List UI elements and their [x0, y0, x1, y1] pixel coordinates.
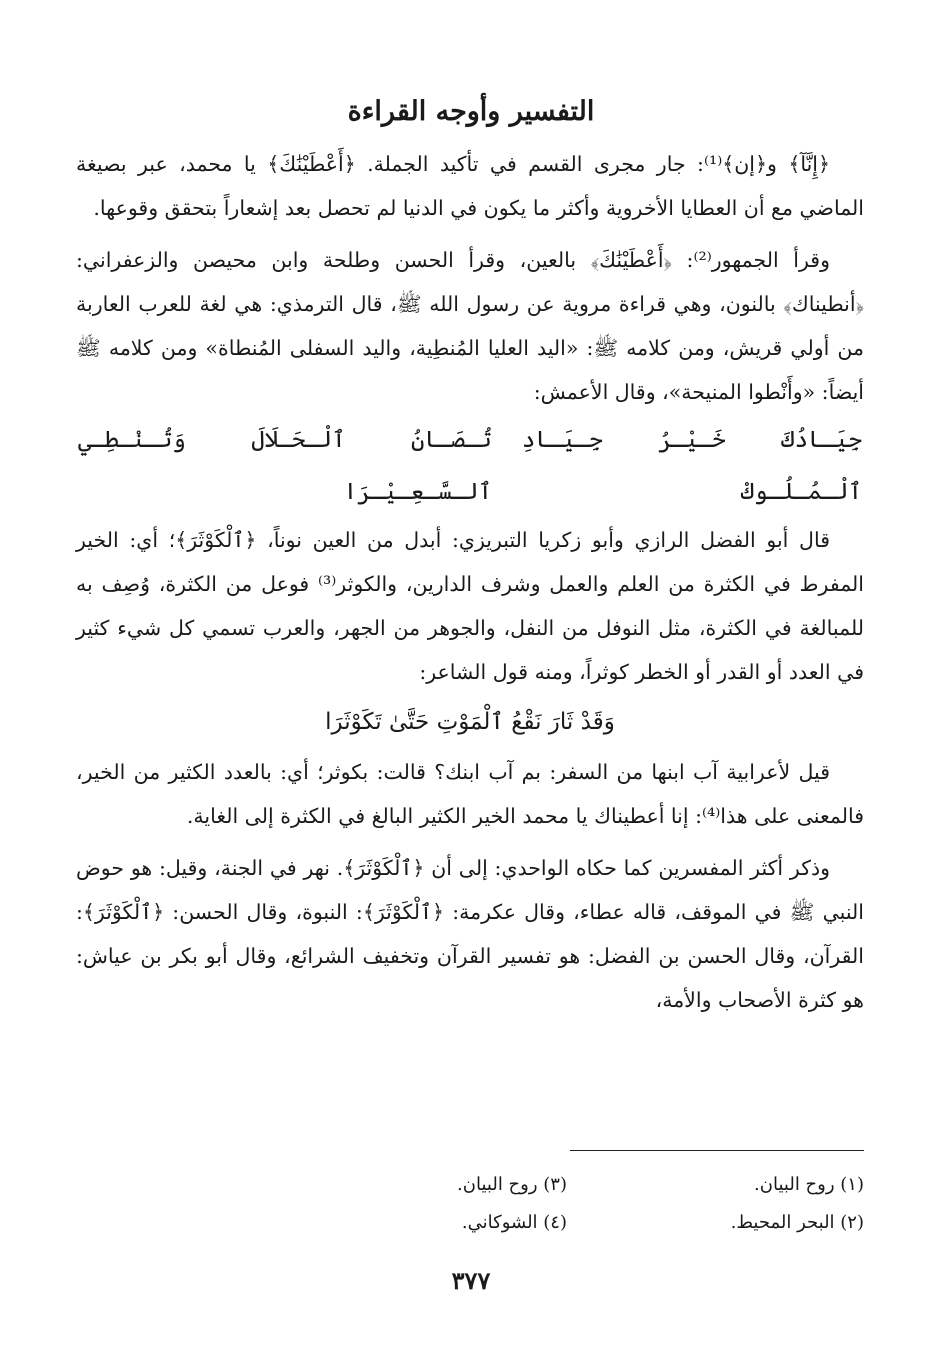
paragraph-2: وقرأ الجمهور⁽²⁾: ﴿أَعْطَيْنَٰكَ﴾ بالعين، وقرأ الحسن وطلحة وابن محيصن والزعفراني: ﴿أنطيناك﴾ بالنون، وهي قراءة مروية عن رسول الله ﷺ، قال الترمذي: هي لغة للعرب العاربة من أولي قريش، ومن كلامه ﷺ: «اليد العليا المُنطِية، واليد السفلى المُنطاة» ومن كلامه ﷺ أيضاً: «وأَنْطوا المنيحة»، وقال الأعمش:: [76, 248, 864, 404]
main-text: [76, 142, 864, 1022]
footnote-4: (٤) الشوكاني.: [461, 1212, 567, 1233]
paragraph-5: وذكر أكثر المفسرين كما حكاه الواحدي: إلى أن ﴿ٱلْكَوْثَرَ﴾. نهر في الجنة، وقيل: هو حوض النبي ﷺ في الموقف، قاله عطاء، وقال عكرمة: ﴿ٱلْكَوْثَرَ﴾: النبوة، وقال الحسن: ﴿ٱلْكَوْثَرَ﴾: القرآن، وقال الحسن بن الفضل: هو تفسير القرآن وتخفيف الشرائع، وقال أبو بكر بن عياش: هو كثرة الأصحاب والأمة،: [76, 856, 864, 1012]
paragraph-4: قيل لأعرابية آب ابنها من السفر: بم آب ابنك؟ قالت: بكوثر؛ أي: بالعدد الكثير من الخير، فالمعنى على هذا⁽⁴⁾: إنا أعطيناك يا محمد الخير الكثير البالغ في الكثرة إلى الغاية.: [76, 760, 864, 828]
footnote-1: (١) روح البيان.: [754, 1174, 864, 1195]
poetry-verse-2: وَقَدْ ثَارَ نَقْعُ ٱلْمَوْتِ حَتَّىٰ تَكَوْثَرَا: [325, 709, 615, 735]
verse-1-second-hemistich: تُـصَـانُ ٱلْـحَـلَالَ وَتُـنْـطِـي ٱلـسَّـعِـيْـرَا: [78, 427, 492, 505]
footnote-divider: [570, 1150, 864, 1151]
footnote-2: (٢) البحر المحيط.: [730, 1212, 864, 1233]
paragraph-1: ﴿إِنَّآ﴾ و﴿إن﴾⁽¹⁾: جار مجرى القسم في تأكيد الجملة. ﴿أَعْطَيْنَٰكَ﴾ يا محمد، عبر بصيغة الماضي مع أن العطايا الأخروية وأكثر ما يكون في الدنيا لم تحصل بعد إشعاراً بتحقق وقوعها.: [76, 152, 864, 220]
verse-1-first-hemistich: جِيَـادُكَ خَـيْـرُ جِـيَـادِ ٱلْـمُـلُـوكْ: [521, 427, 862, 505]
paragraph-3: قال أبو الفضل الرازي وأبو زكريا التبريزي: أبدل من العين نوناً، ﴿ٱلْكَوْثَرَ﴾؛ أي: الخير المفرط في الكثرة من العلم والعمل وشرف الدارين، والكوثر⁽³⁾ فوعل من الكثرة، وُصِف به للمبالغة في الكثرة، مثل النوفل من النفل، والجوهر من الجهر، والعرب تسمي كل شيء كثير في العدد أو القدر أو الخطر كوثراً، ومنه قول الشاعر:: [76, 528, 864, 684]
page-title: التفسير وأوجه القراءة: [347, 96, 595, 127]
footnote-3: (٣) روح البيان.: [457, 1174, 567, 1195]
poetry-verse-1: [76, 414, 864, 518]
page-number: ٣٧٧: [451, 1266, 491, 1295]
footnotes: [300, 1166, 864, 1242]
